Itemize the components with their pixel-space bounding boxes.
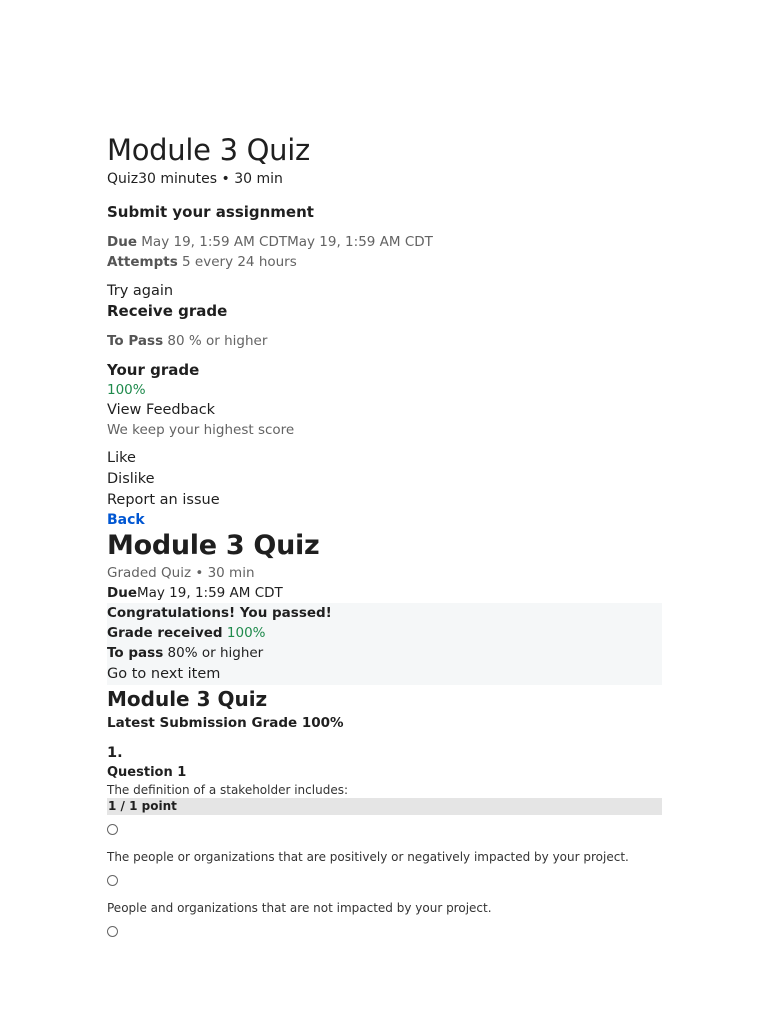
highest-score-note: We keep your highest score	[107, 422, 295, 438]
result-to-pass-label: To pass	[107, 645, 164, 661]
result-due-value: May 19, 1:59 AM CDT	[136, 585, 283, 601]
option-text-2: People and organizations that are not impacted by your project.	[107, 901, 492, 915]
congrats-text: Congratulations! You passed!	[107, 605, 332, 621]
result-to-pass-value: 80% or higher	[167, 645, 264, 661]
option-radio-3[interactable]	[107, 926, 118, 937]
quiz-page	[107, 130, 662, 941]
try-again-button[interactable]: Try again	[107, 283, 174, 299]
like-button[interactable]: Like	[107, 450, 136, 466]
back-link[interactable]: Back	[107, 512, 145, 528]
latest-submission-grade: Latest Submission Grade 100%	[107, 715, 344, 731]
your-grade-value: 100%	[107, 382, 146, 398]
to-pass-value: 80 % or higher	[167, 333, 268, 349]
question-label: Question 1	[107, 765, 187, 780]
result-due-label: Due	[107, 585, 137, 601]
submission-title: Module 3 Quiz	[107, 687, 268, 711]
result-panel	[107, 603, 662, 685]
due-label: Due	[107, 234, 137, 250]
grade-received-row	[107, 623, 662, 643]
attempts-value: 5 every 24 hours	[182, 254, 297, 270]
due-row	[107, 232, 662, 252]
page-subtitle: Quiz30 minutes • 30 min	[107, 171, 283, 187]
result-due-row	[107, 583, 662, 603]
attempts-label: Attempts	[107, 254, 178, 270]
result-title: Module 3 Quiz	[107, 530, 320, 561]
option-radio-1[interactable]	[107, 824, 118, 835]
report-issue-button[interactable]: Report an issue	[107, 492, 220, 508]
your-grade-heading: Your grade	[107, 361, 200, 379]
submit-heading: Submit your assignment	[107, 203, 314, 221]
points-bar: 1 / 1 point	[107, 798, 662, 815]
to-pass-label: To Pass	[107, 333, 164, 349]
option-text-1: The people or organizations that are positively or negatively impacted by your project.	[107, 850, 629, 864]
option-radio-2[interactable]	[107, 875, 118, 886]
due-value: May 19, 1:59 AM CDTMay 19, 1:59 AM CDT	[141, 234, 433, 250]
grade-received-label: Grade received	[107, 625, 223, 641]
grade-received-value: 100%	[226, 625, 266, 641]
dislike-button[interactable]: Dislike	[107, 471, 155, 487]
question-text: The definition of a stakeholder includes:	[107, 783, 348, 797]
result-meta: Graded Quiz • 30 min	[107, 565, 255, 581]
to-pass-row	[107, 331, 662, 351]
question-number: 1.	[107, 745, 123, 761]
receive-grade-heading: Receive grade	[107, 302, 228, 320]
result-to-pass-row	[107, 643, 662, 663]
next-item-button[interactable]: Go to next item	[107, 666, 221, 682]
view-feedback-link[interactable]: View Feedback	[107, 402, 216, 418]
attempts-row	[107, 252, 662, 272]
page-title: Module 3 Quiz	[107, 133, 310, 167]
